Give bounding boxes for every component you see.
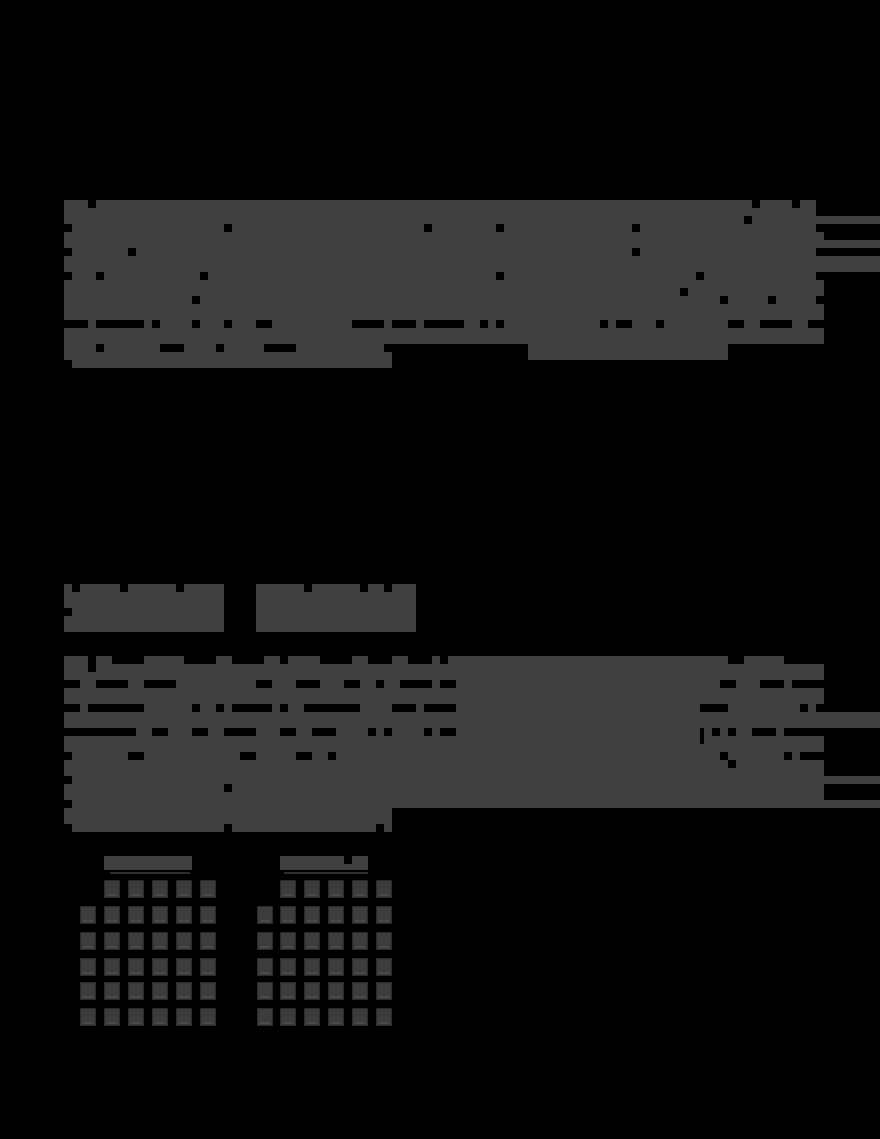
header-cell [104,880,120,898]
row-label [257,932,273,950]
header-cell [352,880,368,898]
header-cell [128,880,144,898]
header-cell [152,880,168,898]
heading-word-2 [256,584,416,632]
header-cell [376,880,392,898]
header-cell [200,880,216,898]
row-label [257,958,273,976]
row-label [80,958,96,976]
row-label [80,932,96,950]
row-label [257,1008,273,1026]
header-cell [304,880,320,898]
table-2-title [280,856,368,870]
row-label [257,906,273,924]
row-label [257,982,273,1000]
header-cell [280,880,296,898]
heading-word-1 [64,584,224,632]
row-label [80,1008,96,1026]
row-label [80,906,96,924]
table-1-title [104,856,192,870]
header-cell [328,880,344,898]
redaction-block [64,200,824,368]
header-cell [176,880,192,898]
row-label [80,982,96,1000]
